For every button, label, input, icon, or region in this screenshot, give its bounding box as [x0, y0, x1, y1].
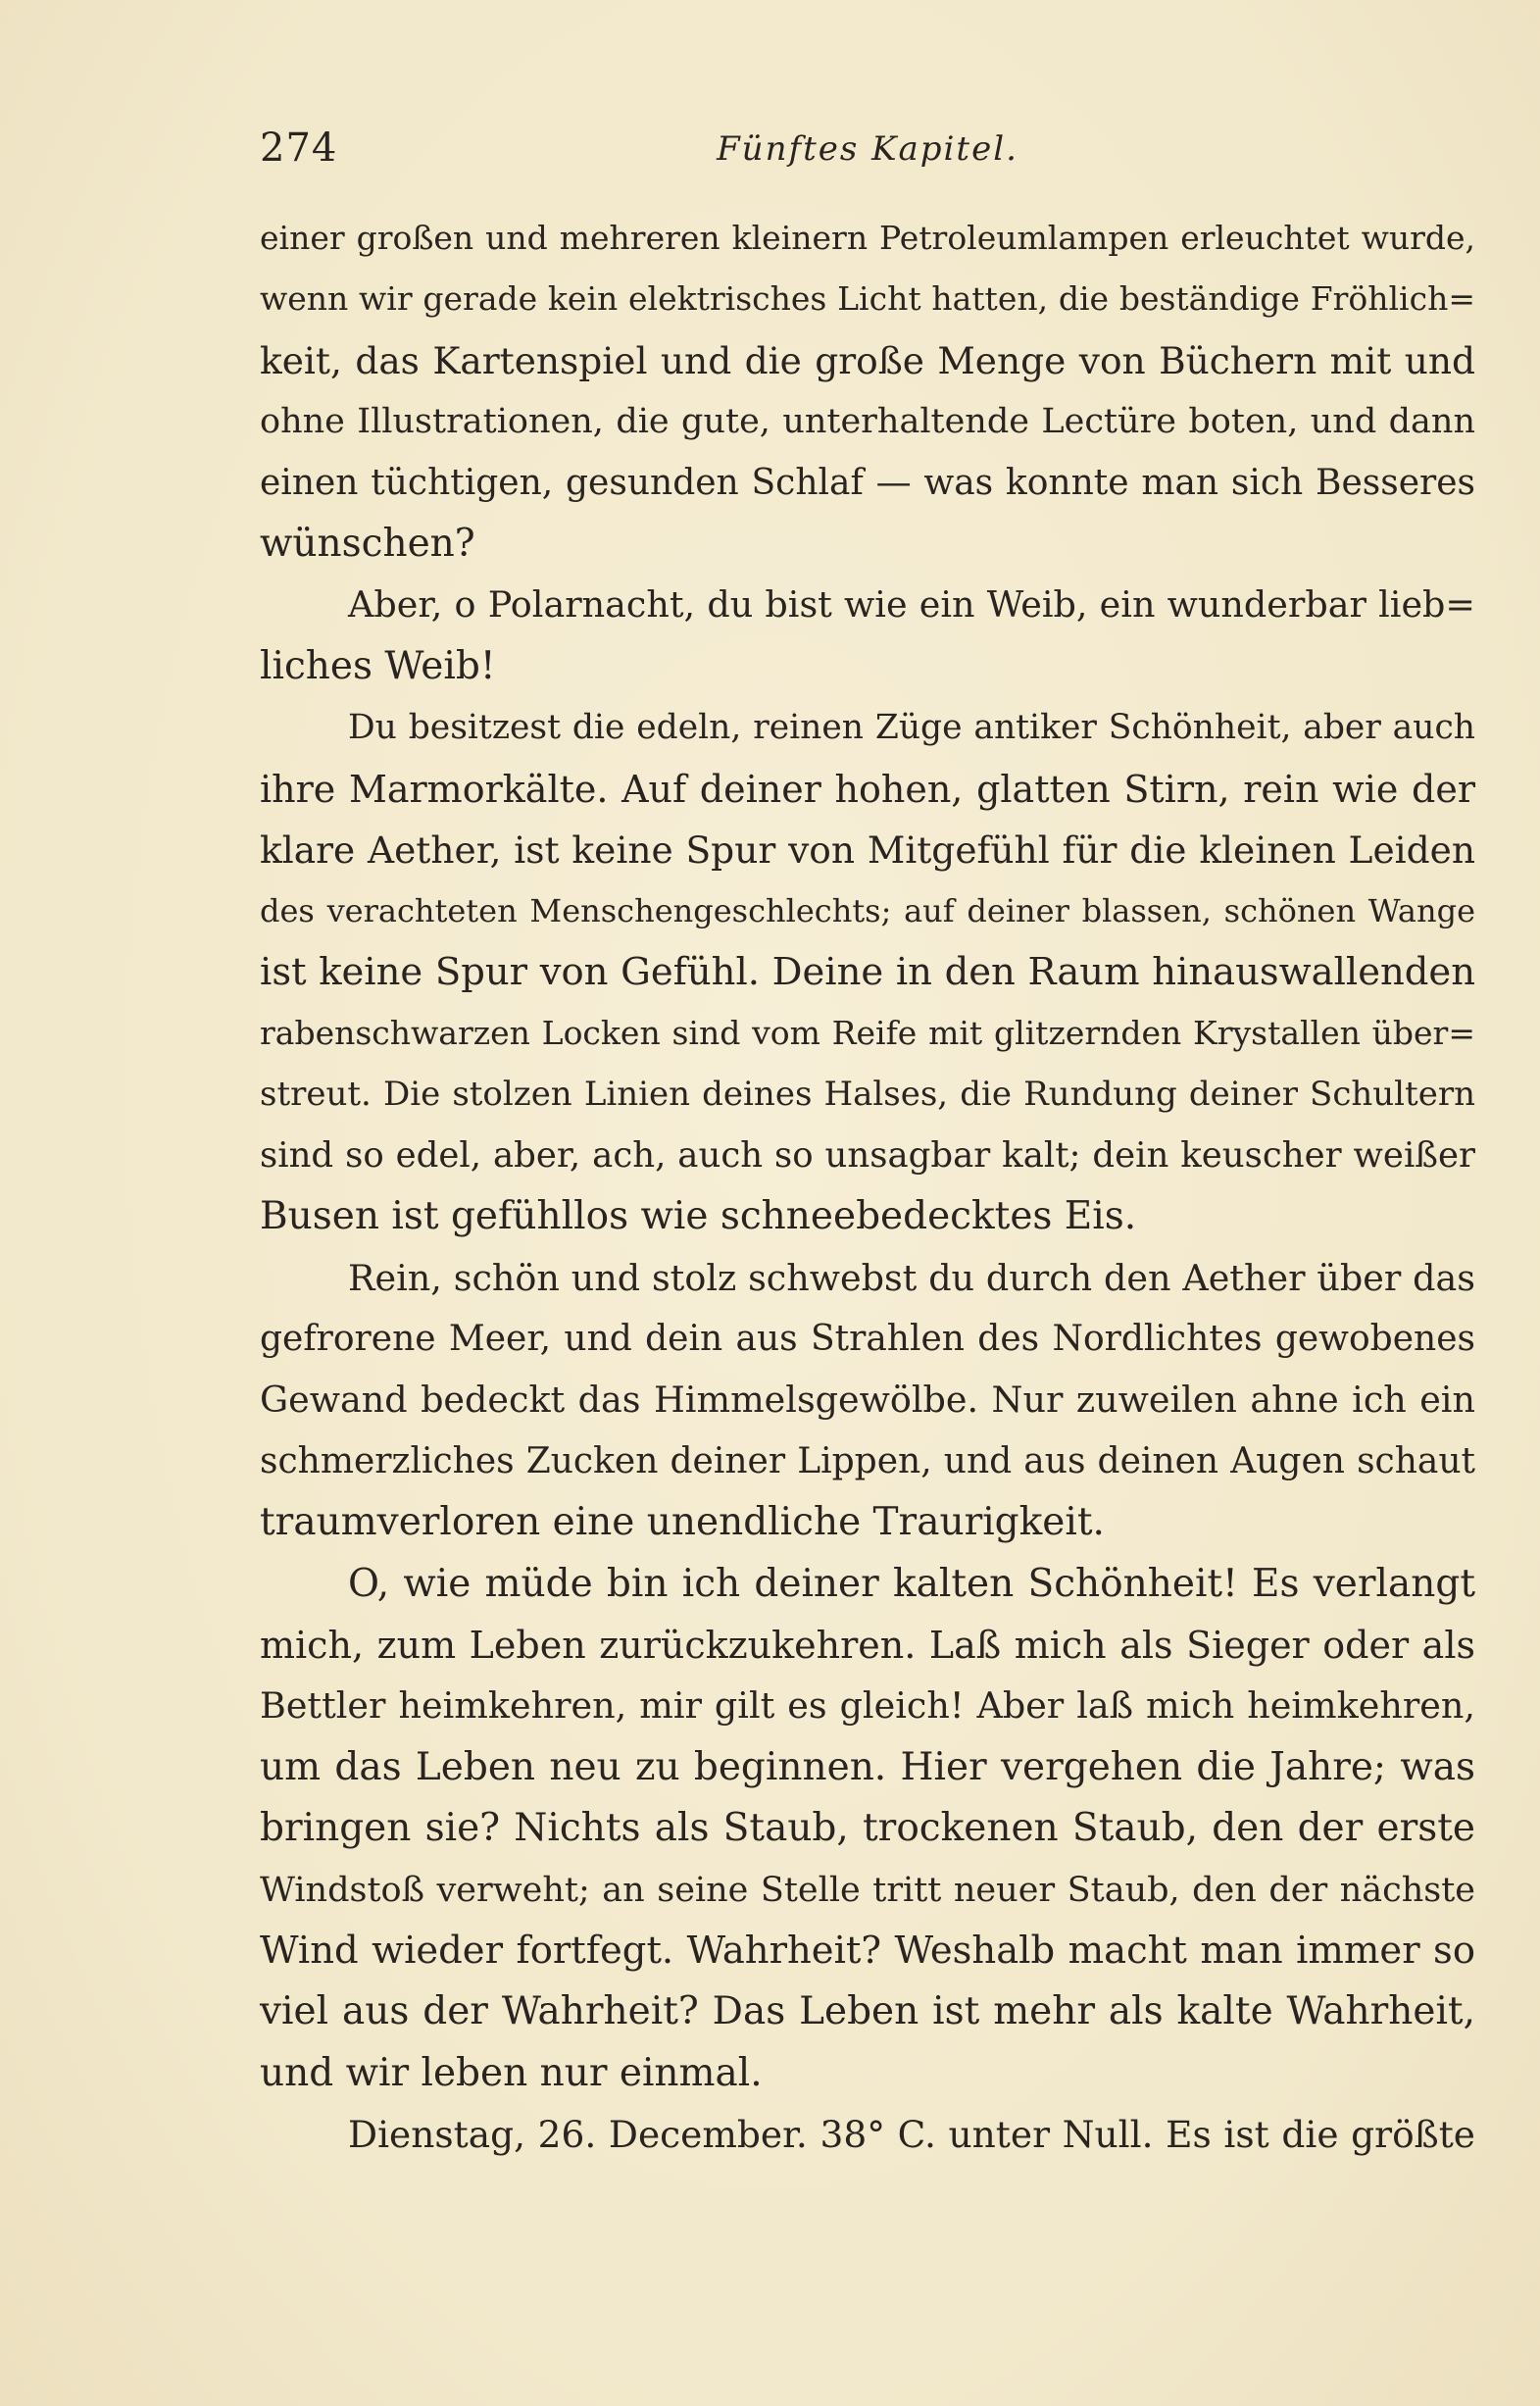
- text-line: ohne Illustrationen, die gute, unterhaltende Lectüre boten, und dann: [260, 402, 1475, 442]
- text-line: um das Leben neu zu beginnen. Hier vergehen die Jahre; was: [260, 1744, 1475, 1789]
- text-line: viel aus der Wahrheit? Das Leben ist mehr als kalte Wahrheit,: [260, 1989, 1475, 2034]
- text-line: ihre Marmorkälte. Auf deiner hohen, glatten Stirn, rein wie der: [260, 767, 1475, 811]
- text-line: wenn wir gerade kein elektrisches Licht hatten, die beständige Fröhlich=: [260, 279, 1475, 319]
- text-line: sind so edel, aber, ach, auch so unsagbar kalt; dein keuscher weißer: [260, 1134, 1475, 1176]
- text-line: Windstoß verweht; an seine Stelle tritt neuer Staub, den der nächste: [260, 1870, 1475, 1910]
- text-line: einen tüchtigen, gesunden Schlaf — was konnte man sich Besseres: [260, 462, 1475, 503]
- text-line: Dienstag, 26. December. 38° C. unter Null. Es ist die größte: [348, 2113, 1475, 2157]
- text-line: mich, zum Leben zurückzukehren. Laß mich als Sieger oder als: [260, 1623, 1475, 1667]
- body-text: [260, 208, 1475, 2166]
- text-line: Aber, o Polarnacht, du bist wie ein Weib, ein wunderbar lieb=: [348, 583, 1475, 627]
- text-line: traumverloren eine unendliche Traurigkeit.: [260, 1500, 1105, 1545]
- text-line: rabenschwarzen Locken sind vom Reife mit glitzernden Krystallen über=: [260, 1014, 1475, 1053]
- text-line: Busen ist gefühllos wie schneebedecktes Eis.: [260, 1194, 1137, 1239]
- text-line: des verachteten Menschengeschlechts; auf deiner blassen, schönen Wange: [260, 892, 1475, 930]
- text-line: wünschen?: [260, 521, 475, 566]
- text-line: gefrorene Meer, und dein aus Strahlen des Nordlichtes gewobenes: [260, 1319, 1475, 1360]
- text-line: bringen sie? Nichts als Staub, trockenen Staub, den der erste: [260, 1806, 1475, 1851]
- text-line: ist keine Spur von Gefühl. Deine in den Raum hinauswallenden: [260, 949, 1475, 994]
- text-line: streut. Die stolzen Linien deines Halses, die Rundung deiner Schultern: [260, 1075, 1475, 1115]
- text-line: und wir leben nur einmal.: [260, 2050, 763, 2095]
- text-line: schmerzliches Zucken deiner Lippen, und aus deinen Augen schaut: [260, 1440, 1475, 1481]
- running-head: Fünftes Kapitel.: [717, 129, 1018, 169]
- text-line: Wind wieder fortfegt. Wahrheit? Weshalb macht man immer so: [260, 1928, 1475, 1973]
- text-line: Rein, schön und stolz schwebst du durch den Aether über das: [348, 1256, 1475, 1299]
- page-header: [260, 125, 1475, 184]
- text-line: O, wie müde bin ich deiner kalten Schönheit! Es verlangt: [348, 1561, 1475, 1606]
- text-line: Du besitzest die edeln, reinen Züge antiker Schönheit, aber auch: [348, 708, 1475, 748]
- text-line: klare Aether, ist keine Spur von Mitgefühl für die kleinen Leiden: [260, 827, 1475, 872]
- text-line: keit, das Kartenspiel und die große Menge von Büchern mit und: [260, 338, 1475, 382]
- text-line: einer großen und mehreren kleinern Petroleumlampen erleuchtet wurde,: [260, 219, 1475, 257]
- text-line: Gewand bedeckt das Himmelsgewölbe. Nur zuweilen ahne ich ein: [260, 1378, 1475, 1422]
- page-number: 274: [260, 125, 338, 171]
- text-line: liches Weib!: [260, 643, 496, 688]
- text-line: Bettler heimkehren, mir gilt es gleich! Aber laß mich heimkehren,: [260, 1684, 1475, 1728]
